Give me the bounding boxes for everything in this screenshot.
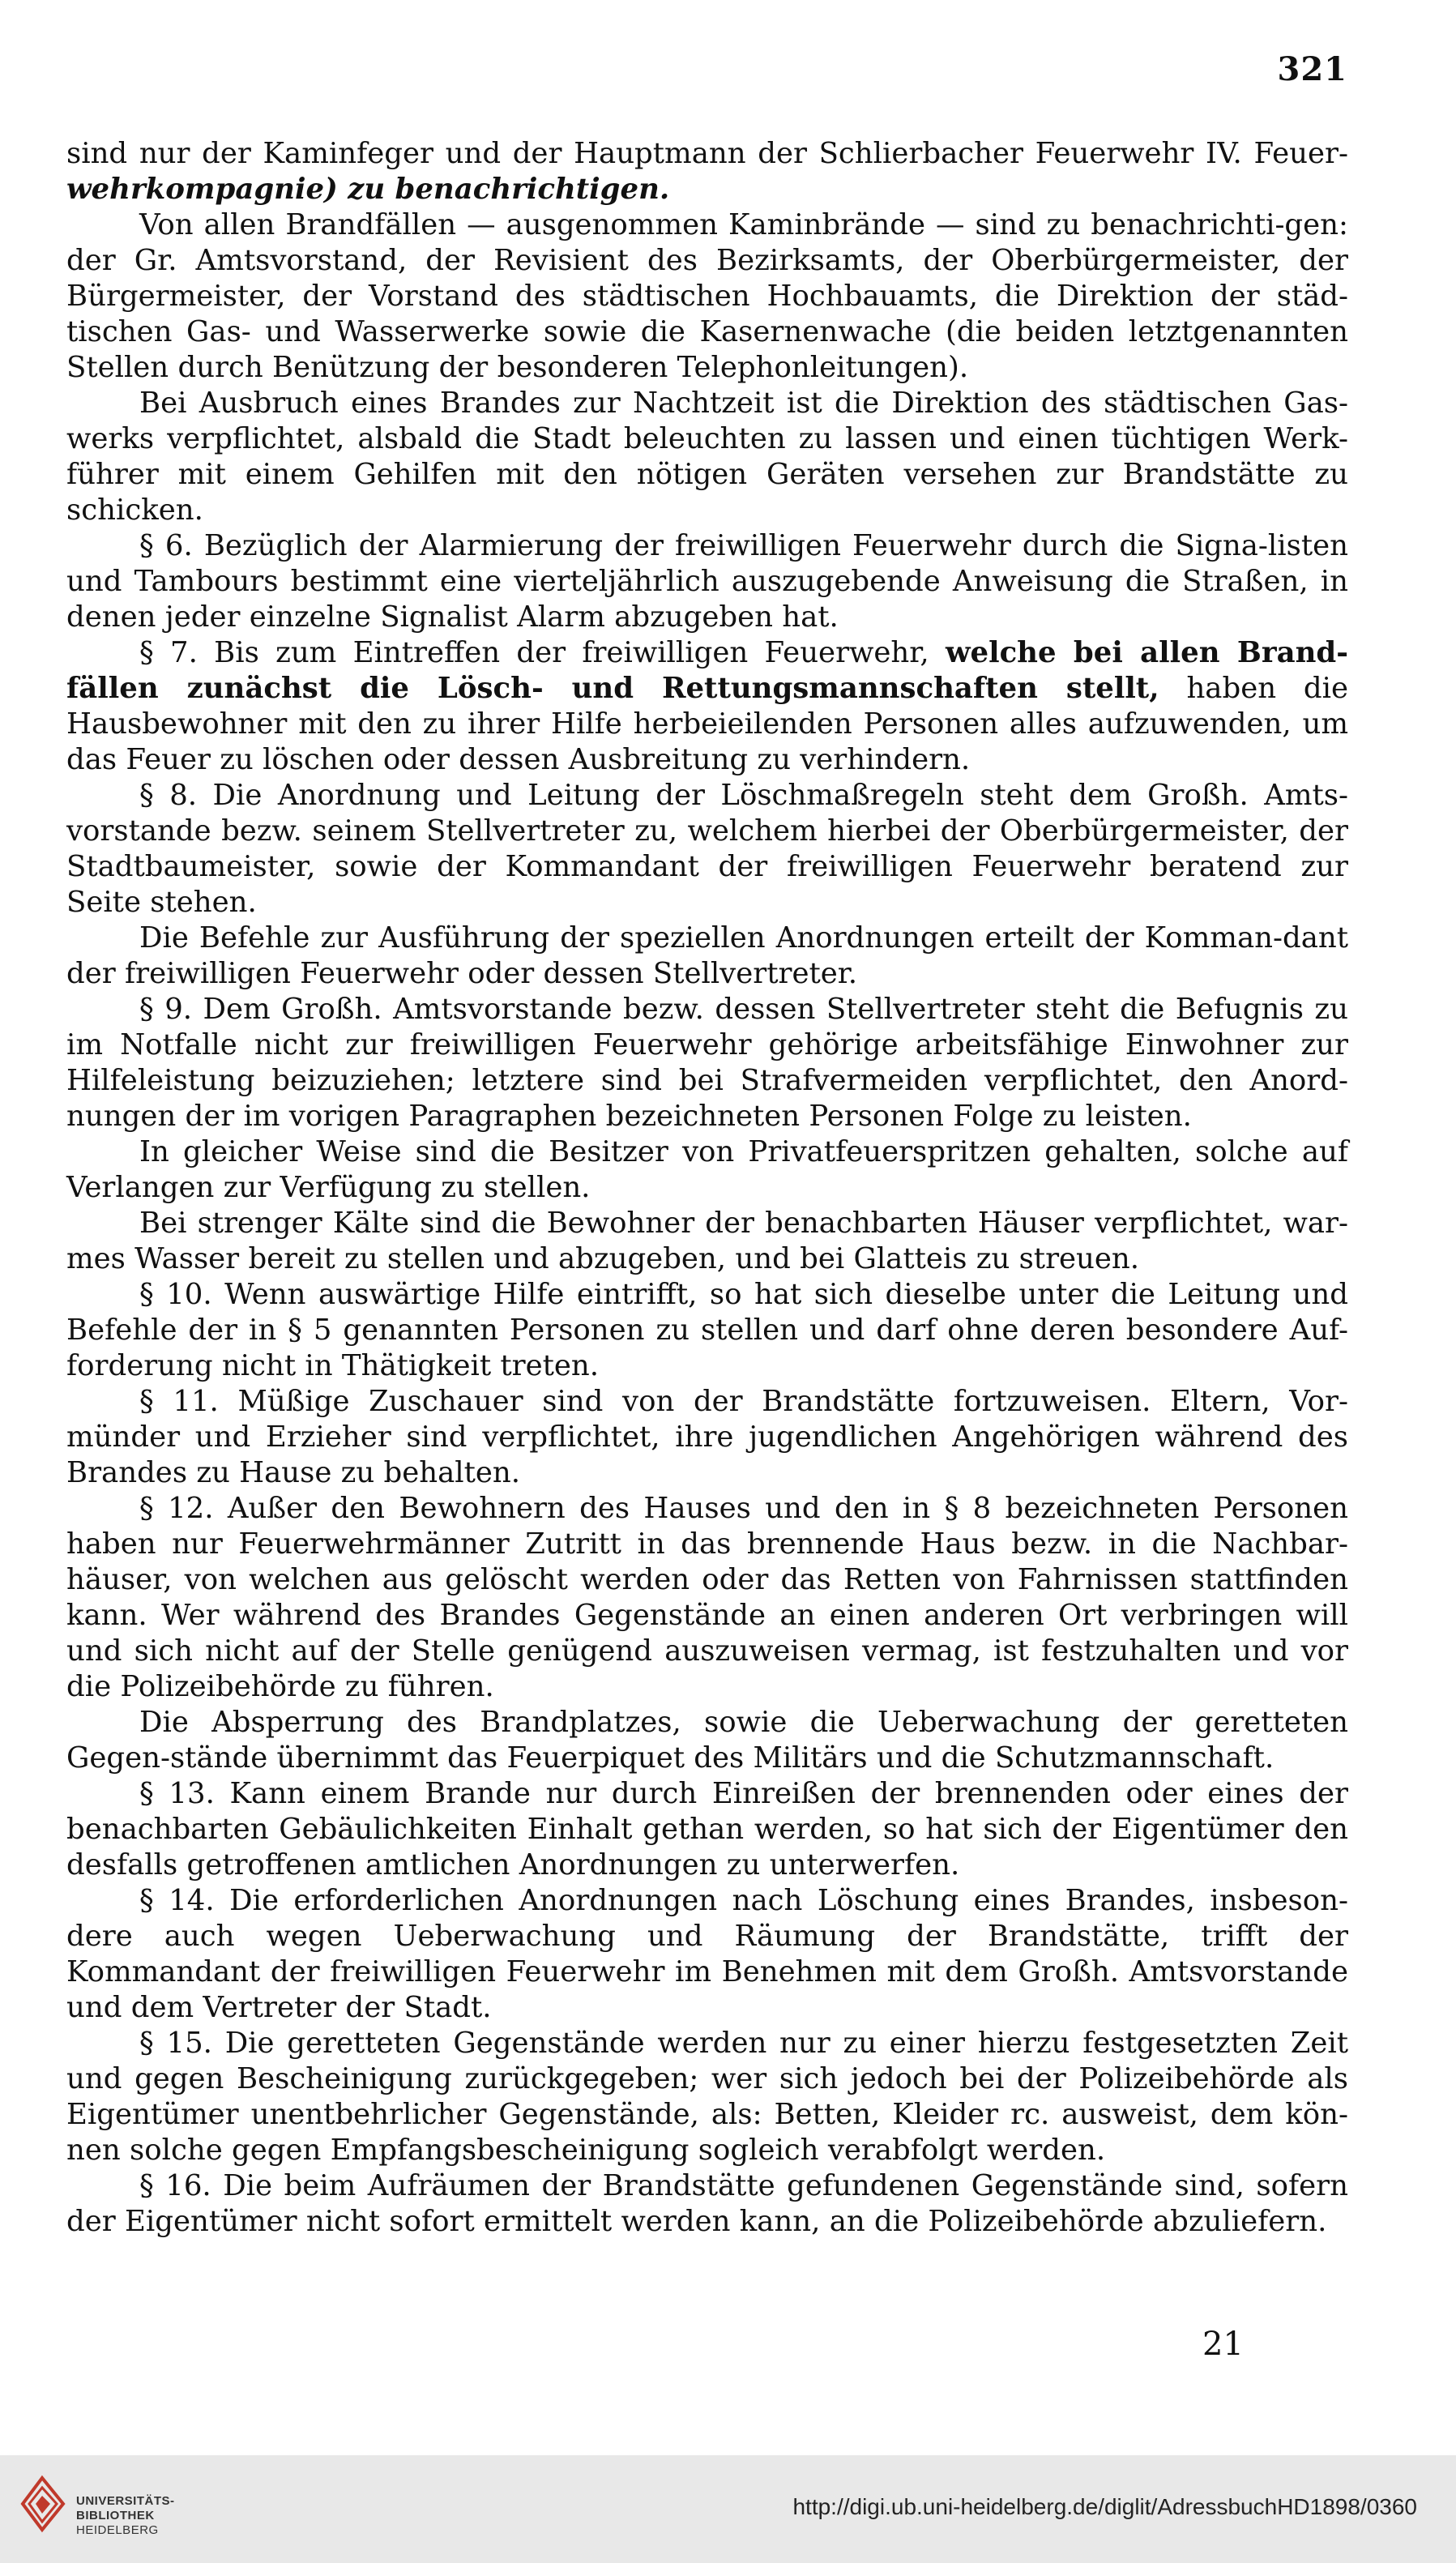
text-line: sind nur der Kaminfeger und der Hauptmann der Schlierbacher Feuerwehr IV. Feuer-	[66, 137, 1348, 170]
library-name-line: BIBLIOTHEK	[76, 2509, 155, 2522]
paragraph-continuation	[66, 136, 1348, 207]
paragraph-section-11: § 11. Müßige Zuschauer sind von der Brandstätte fortzuweisen. Eltern, Vor-münder und Erzieher sind verpflichtet, ihre jugendlichen Angehörigen während des Brandes zu Hause zu behalten.	[66, 1385, 1348, 1489]
signature-mark: 21	[1202, 2326, 1244, 2363]
page-body	[66, 136, 1348, 2240]
paragraph-section-6: § 6. Bezüglich der Alarmierung der freiwilligen Feuerwehr durch die Signa-listen und Tambours bestimmt eine vierteljährlich auszugebende Anweisung die Straßen, in denen jeder einzelne Signalist Alarm abzugeben hat.	[66, 529, 1348, 634]
footer-bar	[0, 2455, 1456, 2563]
text-line-emphasis: wehrkompagnie) zu benachrichtigen.	[66, 173, 670, 206]
paragraph-section-15: § 15. Die geretteten Gegenstände werden nur zu einer hierzu festgesetzten Zeit und gegen Bescheinigung zurückgegeben; wer sich jedoch bei der Polizeibehörde als Eigentümer unentbehrlicher Gegenstände, als: Betten, Kleider rc. ausweist, dem kön-nen solche gegen Empfangsbescheinigung sogleich verabfolgt werden.	[66, 2027, 1348, 2167]
paragraph: In gleicher Weise sind die Besitzer von Privatfeuerspritzen gehalten, solche auf Verlangen zur Verfügung zu stellen.	[66, 1135, 1348, 1204]
paragraph: Die Befehle zur Ausführung der speziellen Anordnungen erteilt der Komman-dant der freiwilligen Feuerwehr oder dessen Stellvertreter.	[66, 921, 1348, 990]
paragraph-section-13: § 13. Kann einem Brande nur durch Einreißen der brennenden oder eines der benachbarten Gebäulichkeiten Einhalt gethan werden, so hat sich der Eigentümer den desfalls getroffenen amtlichen Anordnungen zu unterwerfen.	[66, 1777, 1348, 1882]
paragraph: Von allen Brandfällen — ausgenommen Kaminbrände — sind zu benachrichti-gen: der Gr. Amtsvorstand, der Revisient des Bezirksamts, der Oberbürgermeister, der Bürgermeister, der Vorstand des städtischen Hochbauamts, die Direktion der städ-tischen Gas- und Wasserwerke sowie die Kasernenwache (die beiden letztgenannten Stellen durch Benützung der besonderen Telephonleitungen).	[66, 208, 1348, 384]
text-run: haben die Hausbewohner mit den zu ihrer Hilfe herbeieilenden Personen alles aufzuwenden, um das Feuer zu löschen oder dessen Ausbreitung zu verhindern.	[66, 672, 1348, 776]
paragraph-section-8: § 8. Die Anordnung und Leitung der Löschmaßregeln steht dem Großh. Amts-vorstande bezw. seinem Stellvertreter zu, welchem hierbei der Oberbürgermeister, der Stadtbaumeister, sowie der Kommandant der freiwilligen Feuerwehr beratend zur Seite stehen.	[66, 779, 1348, 919]
paragraph-section-14: § 14. Die erforderlichen Anordnungen nach Löschung eines Brandes, insbeson-dere auch wegen Ueberwachung und Räumung der Brandstätte, trifft der Kommandant der freiwilligen Feuerwehr im Benehmen mit dem Großh. Amtsvorstande und dem Vertreter der Stadt.	[66, 1884, 1348, 2024]
paragraph: Die Absperrung des Brandplatzes, sowie die Ueberwachung der geretteten Gegen-stände übernimmt das Feuerpiquet des Militärs und die Schutzmannschaft.	[66, 1706, 1348, 1775]
paragraph-section-12: § 12. Außer den Bewohnern des Hauses und den in § 8 bezeichneten Personen haben nur Feuerwehrmänner Zutritt in das brennende Haus bezw. in die Nachbar-häuser, von welchen aus gelöscht werden oder das Retten von Fahrnissen stattfinden kann. Wer während des Brandes Gegenstände an einen anderen Ort verbringen will und sich nicht auf der Stelle genügend auszuweisen vermag, ist festzuhalten und vor die Polizeibehörde zu führen.	[66, 1492, 1348, 1703]
library-logo[interactable]	[18, 2471, 212, 2548]
paragraph: Bei Ausbruch eines Brandes zur Nachtzeit ist die Direktion des städtischen Gas-werks verpflichtet, alsbald die Stadt beleuchten zu lassen und einen tüchtigen Werk-führer mit einem Gehilfen mit den nötigen Geräten versehen zur Brandstätte zu schicken.	[66, 387, 1348, 527]
text-run-bold: welche bei allen Brand-fällen zunächst die Lösch- und Rettungsmannschaften stellt,	[66, 636, 1348, 705]
university-seal-icon	[18, 2471, 68, 2544]
source-url-link[interactable]: http://digi.ub.uni-heidelberg.de/diglit/AdressbuchHD1898/0360	[792, 2494, 1417, 2519]
paragraph-section-9: § 9. Dem Großh. Amtsvorstande bezw. dessen Stellvertreter steht die Befugnis zu im Notfalle nicht zur freiwilligen Feuerwehr gehörige arbeitsfähige Einwohner zur Hilfeleistung beizuziehen; letztere sind bei Strafvermeiden verpflichtet, den Anord-nungen der im vorigen Paragraphen bezeichneten Personen Folge zu leisten.	[66, 993, 1348, 1133]
paragraph: Bei strenger Kälte sind die Bewohner der benachbarten Häuser verpflichtet, war-mes Wasser bereit zu stellen und abzugeben, und bei Glatteis zu streuen.	[66, 1207, 1348, 1275]
library-city-line: HEIDELBERG	[76, 2523, 159, 2537]
page-number: 321	[1277, 50, 1347, 88]
paragraph-section-7	[66, 635, 1348, 778]
library-name-line: UNIVERSITÄTS-	[76, 2494, 175, 2508]
paragraph-section-16: § 16. Die beim Aufräumen der Brandstätte gefundenen Gegenstände sind, sofern der Eigentümer nicht sofort ermittelt werden kann, an die Polizeibehörde abzuliefern.	[66, 2169, 1348, 2238]
paragraph-section-10: § 10. Wenn auswärtige Hilfe eintrifft, so hat sich dieselbe unter die Leitung und Befehle der in § 5 genannten Personen zu stellen und darf ohne deren besondere Auf-forderung nicht in Thätigkeit treten.	[66, 1278, 1348, 1382]
text-run: § 7. Bis zum Eintreffen der freiwilligen Feuerwehr,	[139, 636, 929, 669]
